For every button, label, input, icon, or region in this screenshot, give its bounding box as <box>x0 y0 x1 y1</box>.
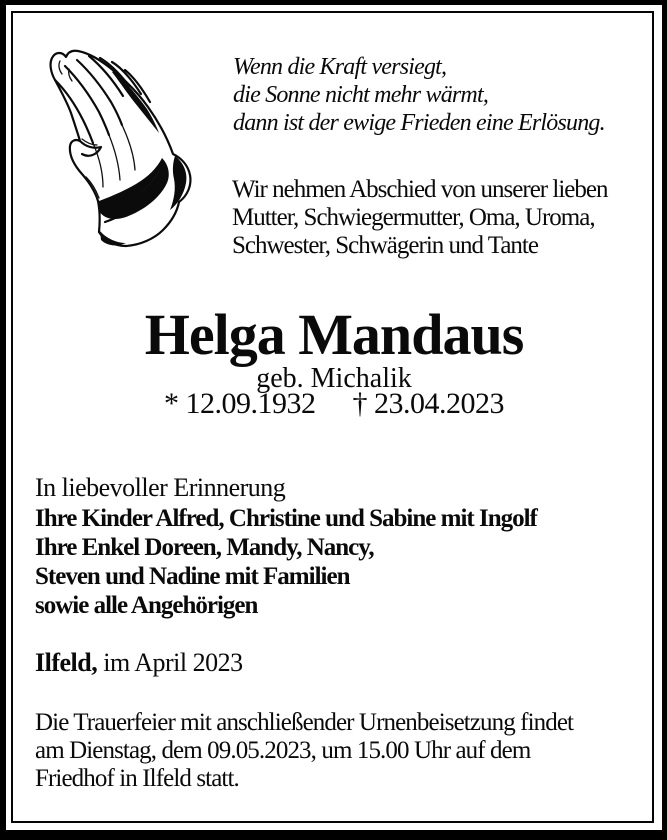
intro-line: Mutter, Schwiegermutter, Oma, Uroma, <box>232 204 595 231</box>
life-dates <box>6 388 662 420</box>
mourners-line: Ihre Enkel Doreen, Mandy, Nancy, <box>35 534 374 561</box>
intro-line: Wir nehmen Abschied von unserer lieben <box>232 176 608 203</box>
funeral-line: am Dienstag, dem 09.05.2023, um 15.00 Uhr auf dem <box>35 737 531 764</box>
mourners-list <box>35 504 537 620</box>
memorial-verse <box>233 53 605 137</box>
funeral-line: Friedhof in Ilfeld statt. <box>35 765 239 792</box>
place-and-date <box>35 648 243 677</box>
mourners-line: Steven und Nadine mit Familien <box>35 563 350 590</box>
funeral-announcement <box>35 709 573 793</box>
notice-card <box>6 5 662 830</box>
place-name: Ilfeld, <box>35 648 104 677</box>
deceased-name: Helga Mandaus <box>144 302 524 367</box>
verse-line: die Sonne nicht mehr wärmt, <box>233 82 489 108</box>
farewell-intro <box>232 176 607 260</box>
intro-line: Schwester, Schwägerin und Tante <box>232 232 538 259</box>
birth-date: * 12.09.1932 <box>164 387 316 420</box>
death-date: † 23.04.2023 <box>352 387 504 420</box>
verse-line: dann ist der ewige Frieden eine Erlösung. <box>233 110 605 136</box>
remembrance-lead: In liebevoller Erinnerung <box>35 473 286 502</box>
praying-hands-icon <box>42 41 212 256</box>
funeral-line: Die Trauerfeier mit anschließender Urnenbeisetzung findet <box>35 709 574 736</box>
date-text: im April 2023 <box>103 648 243 677</box>
mourners-line: sowie alle Angehörigen <box>35 592 258 619</box>
verse-line: Wenn die Kraft versiegt, <box>233 54 447 80</box>
maiden-name: geb. Michalik <box>256 363 412 394</box>
mourners-line: Ihre Kinder Alfred, Christine und Sabine mit Ingolf <box>35 505 537 532</box>
